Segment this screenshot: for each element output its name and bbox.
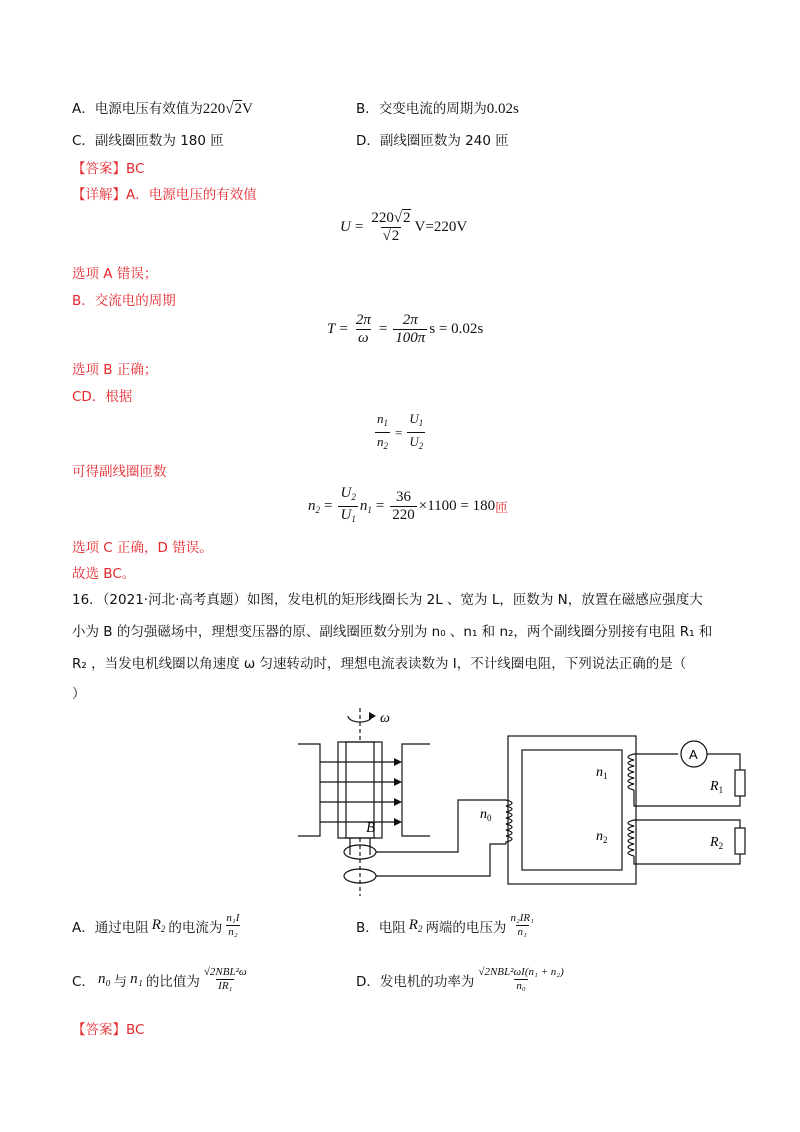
answer-q16: 【答案】BC (72, 1022, 145, 1038)
r1-label: $R_1$ (710, 779, 724, 795)
formula-n2: $n_2$ = $\frac{U_2}{U_1}$ $n_1$ = $\frac{36}{220}$ ×1100 = 180 匝 (308, 485, 508, 528)
a-wrong: 选项 A 错误； (72, 266, 158, 282)
q16-line-1: 16．（2021·河北·高考真题）如图，发电机的矩形线圈长为 2L 、宽为 L，匝数为 N，放置在磁感应强度大 (72, 592, 703, 608)
formula-t: T = $\frac{2\pi}{\omega}$ = $\frac{2\pi}{100\pi}$ s = 0.02s (327, 312, 484, 346)
b-field-label: B (366, 820, 376, 836)
answer-prev: 【答案】BC (72, 161, 145, 177)
omega-label: ω (380, 711, 390, 726)
resistor-r1 (735, 770, 745, 796)
q16-line-4: ） (72, 686, 86, 702)
q16-line-2: 小为 B 的匀强磁场中，理想变压器的原、副线圈匝数分别为 n₀ 、n₁ 和 n₂，两个副线圈分别接有电阻 R₁ 和 (72, 624, 713, 640)
formula-u: U = $\frac{220√2}{√2}$ V=220V (340, 210, 468, 244)
b-period: B．交流电的周期 (72, 293, 176, 309)
option-a-prev: A．电源电压有效值为220√2V (72, 101, 253, 117)
q16-option-c: C． n₀ 与 n₁ 的比值为 $\frac{\text{√2NBL²ω}}{\text{IR₁}}$ (72, 966, 247, 992)
q16-option-a: A．通过电阻 $R_2$ 的电流为 $\frac{\text{n₁I}}{\text{n₂}}$ (72, 912, 240, 938)
b-correct: 选项 B 正确； (72, 362, 158, 378)
secondary-coil-2 (628, 820, 634, 856)
resistor-r2 (735, 828, 745, 854)
c-correct: 选项 C 正确，D 错误。 (72, 540, 213, 556)
n2-label: $n_2$ (596, 829, 608, 845)
secondary-coil-1 (628, 754, 634, 790)
generator-coil (338, 742, 382, 838)
right-magnet-pole (402, 744, 430, 836)
detail-label: 【详解】A．电源电压的有效值 (72, 187, 257, 203)
option-d-prev: D．副线圈匝数为 240 匝 (356, 133, 509, 149)
option-b-prev: B．交变电流的周期为0.02s (356, 101, 519, 117)
ammeter-label: A (689, 747, 698, 762)
formula-ratio: $\frac{n_1}{n_2}$ = $\frac{U_1}{U_2}$ (373, 410, 427, 455)
generator-transformer-diagram (290, 700, 750, 900)
option-c-prev: C．副线圈匝数为 180 匝 (72, 133, 224, 149)
r2-label: $R_2$ (710, 835, 724, 851)
q16-option-d: D．发电机的功率为 $\frac{\text{√2NBL²ωI(n₁ + n₂)}}{\text{n₀}}$ (356, 966, 564, 992)
transformer-core (508, 736, 636, 884)
get-turns: 可得副线圈匝数 (72, 464, 167, 480)
n0-label: $n_0$ (480, 807, 492, 823)
choose-bc: 故选 BC。 (72, 566, 136, 582)
q16-option-b: B．电阻 $R_2$ 两端的电压为 $\frac{\text{n₂IR₁}}{\text{n₁}}$ (356, 912, 534, 938)
primary-coil (506, 800, 512, 844)
cd-basis: CD．根据 (72, 389, 133, 405)
q16-line-3: R₂ ，当发电机线圈以角速度 ω 匀速转动时，理想电流表读数为 I，不计线圈电阻，下列说法正确的是（ (72, 656, 687, 672)
n1-label: $n_1$ (596, 765, 608, 781)
left-magnet-pole (298, 744, 320, 836)
